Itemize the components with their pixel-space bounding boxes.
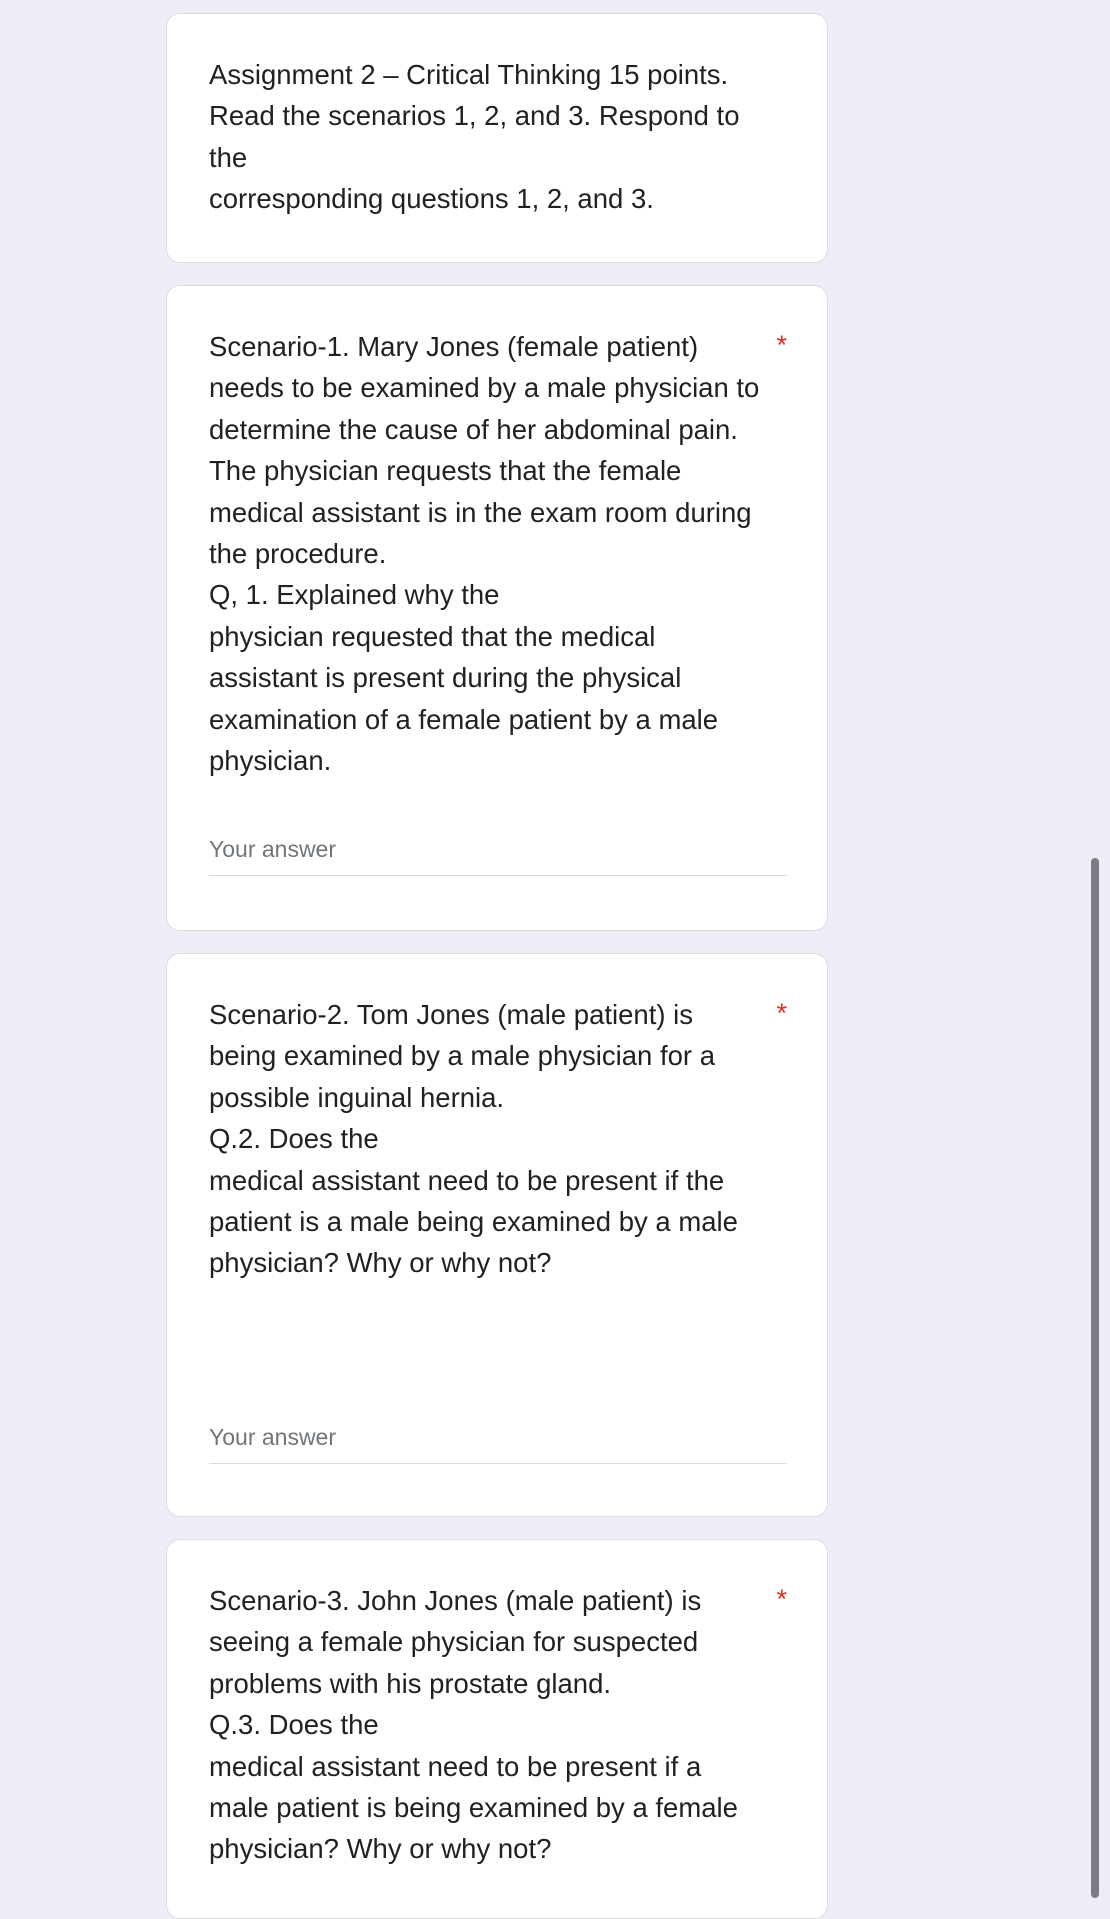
- required-asterisk: *: [776, 330, 787, 360]
- scrollbar-thumb[interactable]: [1091, 858, 1099, 1898]
- question-card-2: [166, 953, 828, 1517]
- question-3-text: Scenario-3. John Jones (male patient) is seeing a female physician for suspected problems with his prostate gland. Q.3. Does the medical assistant need to be present if a male patient is being examined by a female physician? Why or why not?: [209, 1585, 738, 1865]
- form-description: Assignment 2 – Critical Thinking 15 points. Read the scenarios 1, 2, and 3. Respond to the corresponding questions 1, 2, and 3.: [209, 59, 740, 215]
- form-header-card: [166, 13, 828, 263]
- required-asterisk: *: [776, 1584, 787, 1614]
- question-2-text: Scenario-2. Tom Jones (male patient) is being examined by a male physician for a possible inguinal hernia. Q.2. Does the medical assistant need to be present if the patient is a male being examined by a male physician? Why or why not?: [209, 999, 738, 1279]
- question-card-3: [166, 1539, 828, 1919]
- question-card-1: [166, 285, 828, 931]
- answer-input-1[interactable]: [209, 836, 787, 876]
- required-asterisk: *: [776, 998, 787, 1028]
- answer-input-2[interactable]: [209, 1424, 787, 1464]
- question-1-text: Scenario-1. Mary Jones (female patient) needs to be examined by a male physician to determine the cause of her abdominal pain. The physician requests that the female medical assistant is in the exam room during the procedure. Q, 1. Explained why the physician requested that the medical assistant is present during the physical examination of a female patient by a male physician.: [209, 331, 760, 777]
